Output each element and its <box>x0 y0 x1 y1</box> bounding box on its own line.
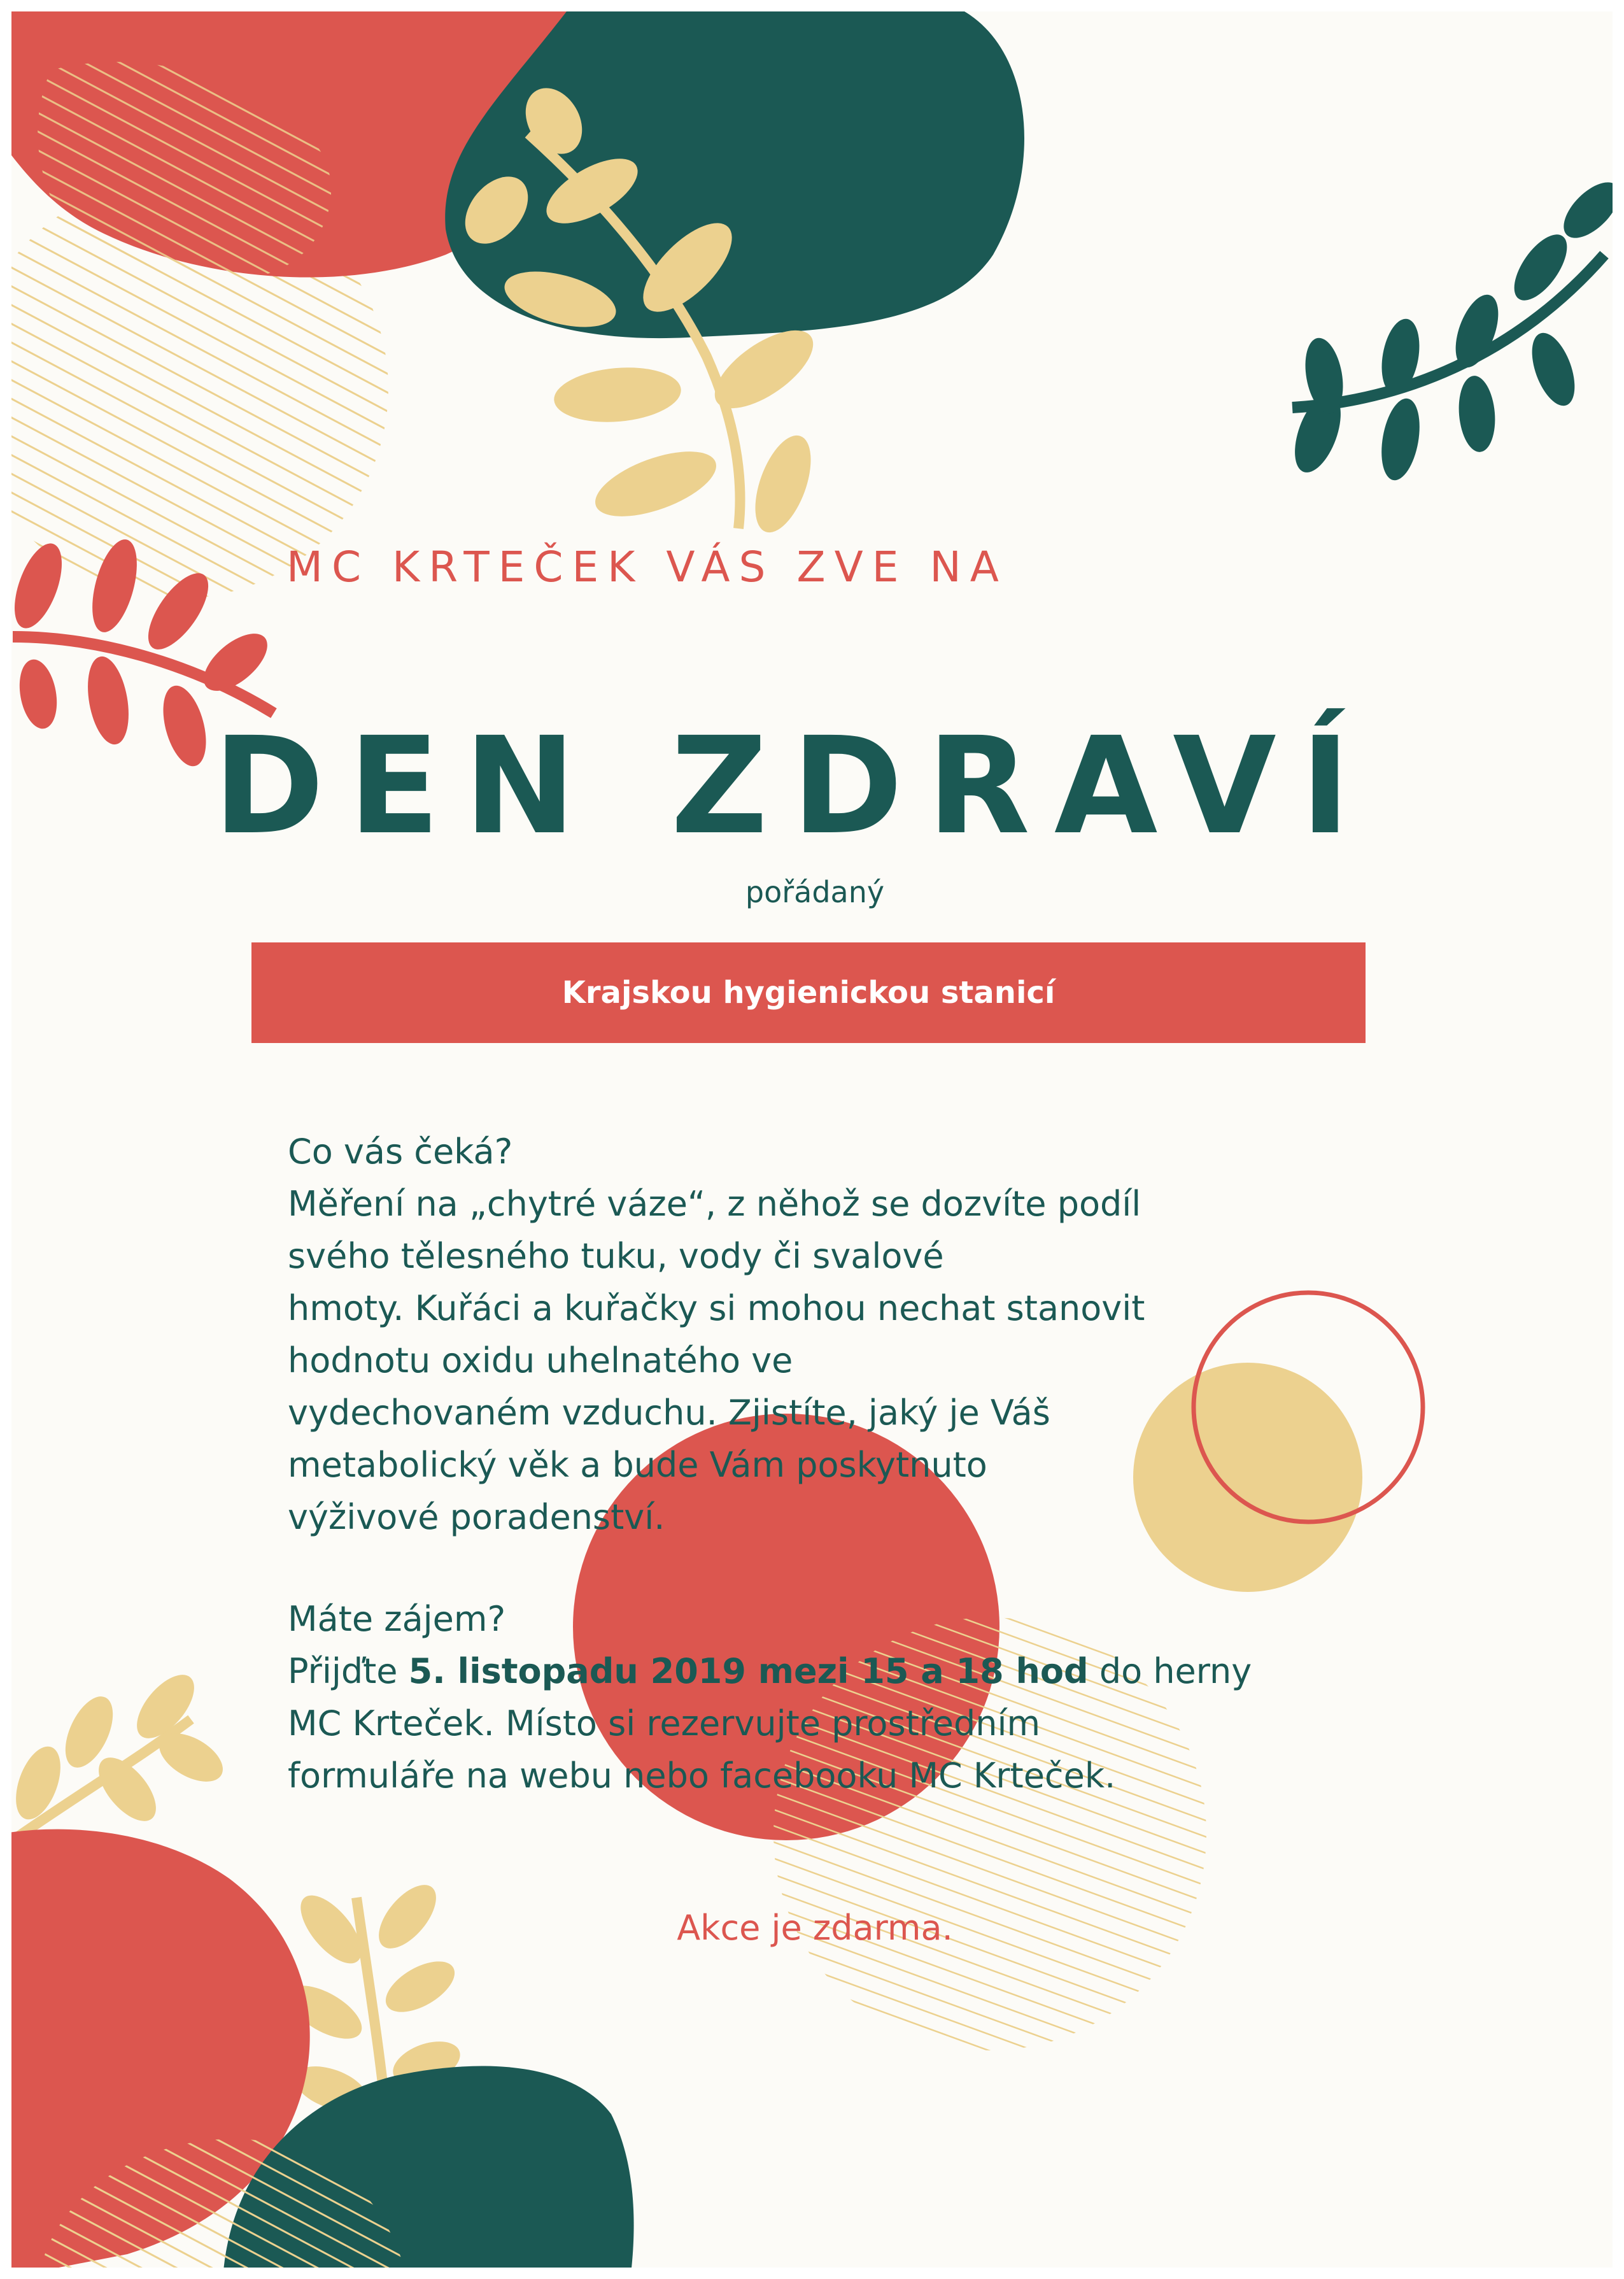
event-date-time: 5. listopadu 2019 mezi 15 a 18 hod <box>408 1651 1089 1691</box>
body-line: vydechovaném vzduchu. Zjistíte, jaký je Váš <box>288 1393 1050 1433</box>
free-admission-note: Akce je zdarma. <box>677 1908 953 1948</box>
body-text: Přijďte <box>288 1651 409 1691</box>
body-line: formuláře na webu nebo facebooku MC Krteček. <box>288 1756 1116 1796</box>
body-line: Měření na „chytré váze“, z něhož se dozvíte podíl <box>288 1184 1141 1224</box>
body-text: do herny <box>1088 1651 1252 1691</box>
subtitle: pořádaný <box>745 875 885 909</box>
page-title: DEN ZDRAVÍ <box>213 708 1374 864</box>
body-line: svého tělesného tuku, vody či svalové <box>288 1236 944 1276</box>
section-heading: Co vás čeká? <box>288 1132 513 1172</box>
section-what-awaits <box>288 1126 1306 1544</box>
body-line: hmoty. Kuřáci a kuřačky si mohou nechat stanovit <box>288 1288 1145 1328</box>
section-heading: Máte zájem? <box>288 1599 506 1639</box>
body-line: hodnotu oxidu uhelnatého ve <box>288 1340 793 1381</box>
body-line <box>288 1645 1306 1698</box>
organizer-label: Krajskou hygienickou stanicí <box>561 975 1056 1011</box>
organizer-banner <box>251 942 1366 1043</box>
body-line: MC Krteček. Místo si rezervujte prostředním <box>288 1703 1041 1743</box>
body-line: metabolický věk a bude Vám poskytnuto <box>288 1445 987 1485</box>
intro-text: MC KRTEČEK VÁS ZVE NA <box>286 543 1008 592</box>
body-line: výživové poradenství. <box>288 1497 665 1537</box>
section-interest <box>288 1593 1306 1802</box>
